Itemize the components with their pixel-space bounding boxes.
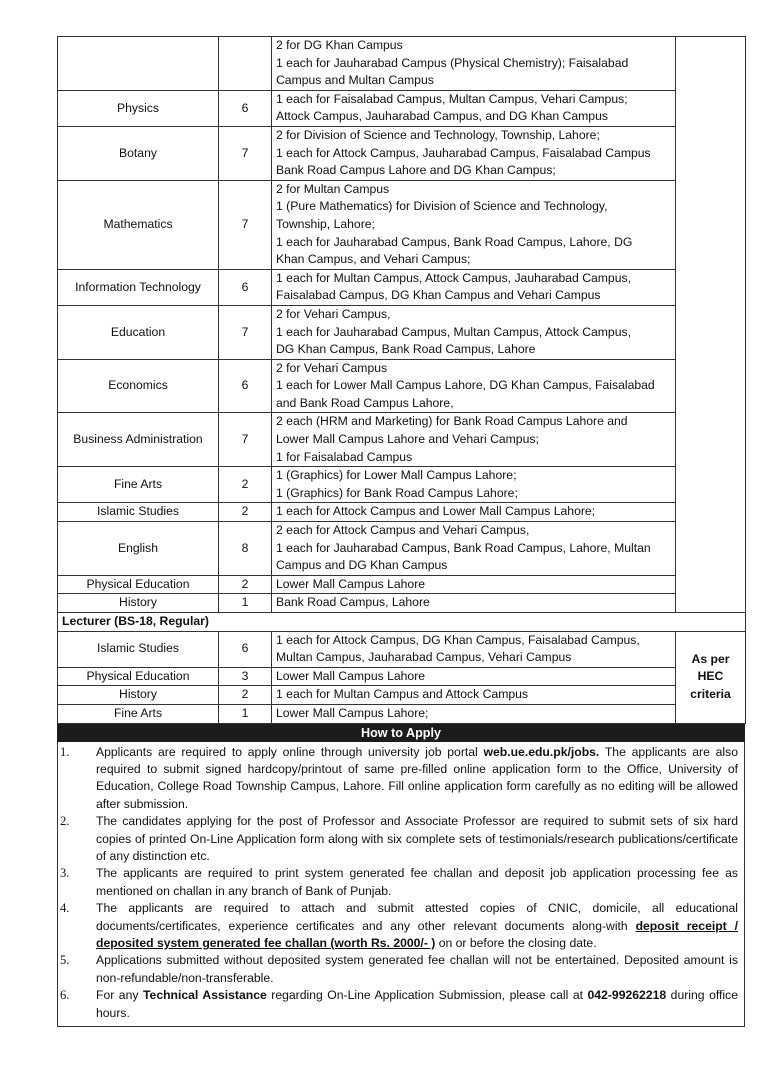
table-row [58,686,746,705]
campus-line: 2 for Vehari Campus, [276,306,391,321]
campuses-cell [272,503,676,522]
campus-line: Faisalabad Campus, DG Khan Campus and Vehari Campus [276,288,601,303]
positions-count-cell: 2 [219,467,272,503]
campus-line: Lower Mall Campus Lahore; [276,705,429,720]
campus-line: Khan Campus, and Vehari Campus; [276,252,471,267]
subject-cell: Economics [58,359,219,413]
criteria-line: HEC [697,669,724,684]
instruction-fragment: The applicants are required to attach and submit attested copies of CNIC, domicile, all educational documents/certificates, experience certificates and any other relevant documents along-with [96,901,738,933]
instruction-fragment: Applicants are required to apply online through university job portal [96,744,484,759]
campus-line: 1 each for Jauharabad Campus, Bank Road Campus, Lahore, DG [276,234,633,249]
instruction-item [58,987,738,1022]
campus-line: Lower Mall Campus Lahore [276,576,426,591]
campus-line: 1 each for Jauharabad Campus, Bank Road Campus, Lahore, Multan [276,540,651,555]
instruction-fragment: For any [96,988,143,1003]
table-row [58,467,746,503]
campus-line: 1 each for Lower Mall Campus Lahore, DG Khan Campus, Faisalabad [276,378,655,393]
positions-table [57,36,746,724]
subject-cell: Fine Arts [58,704,219,723]
instruction-number: 5. [60,953,70,968]
table-row [58,37,746,91]
campuses-cell [272,522,676,576]
table-row [58,631,746,667]
campus-line: 2 each (HRM and Marketing) for Bank Road Campus Lahore and [276,414,628,429]
subject-cell: Physics [58,90,219,126]
campuses-cell [272,631,676,667]
positions-count-cell: 7 [219,180,272,269]
table-row [58,126,746,180]
instruction-text [96,813,738,865]
table-row [58,90,746,126]
subject-cell: History [58,686,219,705]
table-row [58,503,746,522]
subject-cell [58,37,219,91]
table-row [58,413,746,467]
instruction-fragment: Applications submitted without deposited system generated fee challan will not be entertained. Deposited amount is non-refundable/non-transferable. [96,953,738,985]
subject-cell: Islamic Studies [58,503,219,522]
instruction-number: 1. [60,744,70,759]
table-row [58,667,746,686]
positions-count-cell: 7 [219,126,272,180]
campus-line: 1 each for Faisalabad Campus, Multan Campus, Vehari Campus; [276,91,628,106]
instruction-item [58,900,738,952]
positions-count-cell: 1 [219,704,272,723]
criteria-line: As per [691,651,730,666]
positions-count-cell: 2 [219,575,272,594]
instruction-fragment: during office hours. [96,988,739,1020]
campus-line: and Bank Road Campus Lahore, [276,395,454,410]
subject-cell: Physical Education [58,667,219,686]
instruction-fragment: The candidates applying for the post of Professor and Associate Professor are required to submit sets of six hard copies of printed On-Line Application form along with six complete sets of testimonials/research publications/certificate of any distinction etc. [96,814,738,863]
campus-line: 1 each for Multan Campus and Attock Campus [276,687,529,702]
campuses-cell [272,704,676,723]
subject-cell: Business Administration [58,413,219,467]
emphasis-text: web.ue.edu.pk/jobs. [483,744,600,759]
campus-line: 1 each for Multan Campus, Attock Campus, Jauharabad Campus, [276,270,631,285]
positions-count-cell: 6 [219,359,272,413]
table-row [58,180,746,269]
subject-cell: Fine Arts [58,467,219,503]
campus-line: Township, Lahore; [276,216,375,231]
campus-line: 2 for Vehari Campus [276,360,388,375]
positions-count-cell: 6 [219,90,272,126]
campuses-cell [272,594,676,613]
campus-line: 1 each for Attock Campus and Lower Mall Campus Lahore; [276,504,596,519]
campuses-cell [272,575,676,594]
positions-count-cell: 2 [219,503,272,522]
subject-cell: Information Technology [58,269,219,305]
campus-line: 1 each for Attock Campus, DG Khan Campus, Faisalabad Campus, [276,632,640,647]
campus-line: 2 for Division of Science and Technology, Township, Lahore; [276,127,600,142]
criteria-cell [676,37,746,613]
campuses-cell [272,269,676,305]
subject-cell: Physical Education [58,575,219,594]
campus-line: 2 for DG Khan Campus [276,38,403,52]
table-row [58,575,746,594]
instruction-number: 4. [60,901,70,916]
emphasis-text: Technical Assistance [143,988,267,1003]
campus-line: 2 for Multan Campus [276,181,390,196]
section-title: Lecturer (BS-18, Regular) [58,613,746,632]
campus-line: 2 each for Attock Campus and Vehari Campus, [276,523,530,538]
subject-cell: Islamic Studies [58,631,219,667]
positions-count-cell: 6 [219,269,272,305]
positions-count-cell: 7 [219,413,272,467]
instruction-fragment: The applicants are required to print system generated fee challan and deposit job application processing fee as mentioned on challan in any branch of Bank of Punjab. [96,866,738,898]
table-row [58,704,746,723]
instruction-text [96,987,738,1022]
campuses-cell [272,37,676,91]
campuses-cell [272,305,676,359]
campus-line: Lower Mall Campus Lahore and Vehari Campus; [276,432,539,447]
campuses-cell [272,359,676,413]
how-to-apply-header: How to Apply [57,724,745,742]
positions-count-cell: 2 [219,686,272,705]
campus-line: Attock Campus, Jauharabad Campus, and DG Khan Campus [276,109,608,124]
criteria-cell [676,631,746,723]
campuses-cell [272,413,676,467]
instruction-text [96,900,738,952]
criteria-line: criteria [690,686,731,701]
positions-count-cell: 6 [219,631,272,667]
subject-cell: English [58,522,219,576]
instruction-text [96,744,738,814]
positions-count-cell: 1 [219,594,272,613]
instruction-fragment: The applicants are also required to submit signed hardcopy/printout of same pre-filled online application form to the Office, University of Education, College Road Township Campus, Lahore. Fill online application form carefully as no editing will be allowed after submission. [96,744,738,811]
emphasis-text: 042-99262218 [587,988,667,1003]
instruction-item [58,952,738,987]
campus-line: Campus and DG Khan Campus [276,558,448,573]
campuses-cell [272,180,676,269]
table-row [58,594,746,613]
positions-count-cell [219,37,272,91]
instruction-fragment: on or before the closing date. [435,936,597,951]
underlined-emphasis-text: deposit receipt / deposited system generated fee challan (worth Rs. 2000/- ) [96,918,738,951]
instruction-item [58,865,738,900]
campuses-cell [272,686,676,705]
campus-line: DG Khan Campus, Bank Road Campus, Lahore [276,342,536,357]
campuses-cell [272,126,676,180]
subject-cell: Botany [58,126,219,180]
campus-line: Campus and Multan Campus [276,73,434,88]
instruction-number: 3. [60,866,70,881]
positions-count-cell: 7 [219,305,272,359]
campus-line: 1 (Graphics) for Bank Road Campus Lahore; [276,485,518,500]
campus-line: Bank Road Campus, Lahore [276,595,430,610]
subject-cell: Mathematics [58,180,219,269]
campus-line: Bank Road Campus Lahore and DG Khan Campus; [276,163,556,178]
campus-line: 1 each for Jauharabad Campus, Multan Campus, Attock Campus, [276,324,631,339]
instruction-item [58,744,738,814]
table-row [58,522,746,576]
positions-count-cell: 8 [219,522,272,576]
job-advertisement-document [57,36,745,1027]
campus-line: 1 for Faisalabad Campus [276,449,413,464]
campuses-cell [272,467,676,503]
table-row [58,269,746,305]
campus-line: Multan Campus, Jauharabad Campus, Vehari Campus [276,650,572,665]
subject-cell: Education [58,305,219,359]
campus-line: 1 (Graphics) for Lower Mall Campus Lahore; [276,468,517,483]
instruction-number: 6. [60,988,70,1003]
instruction-number: 2. [60,814,70,829]
campus-line: 1 each for Jauharabad Campus (Physical Chemistry); Faisalabad [276,55,629,70]
instruction-text [96,952,738,987]
table-row [58,359,746,413]
campuses-cell [272,667,676,686]
campus-line: Lower Mall Campus Lahore [276,668,426,683]
subject-cell: History [58,594,219,613]
campus-line: 1 (Pure Mathematics) for Division of Science and Technology, [276,199,608,214]
section-row [58,613,746,632]
table-row [58,305,746,359]
instruction-fragment: regarding On-Line Application Submission, please call at [266,988,588,1003]
campuses-cell [272,90,676,126]
instruction-item [58,813,738,865]
campus-line: 1 each for Attock Campus, Jauharabad Campus, Faisalabad Campus [276,145,651,160]
instruction-text [96,865,738,900]
positions-count-cell: 3 [219,667,272,686]
instructions-list [57,742,745,1028]
